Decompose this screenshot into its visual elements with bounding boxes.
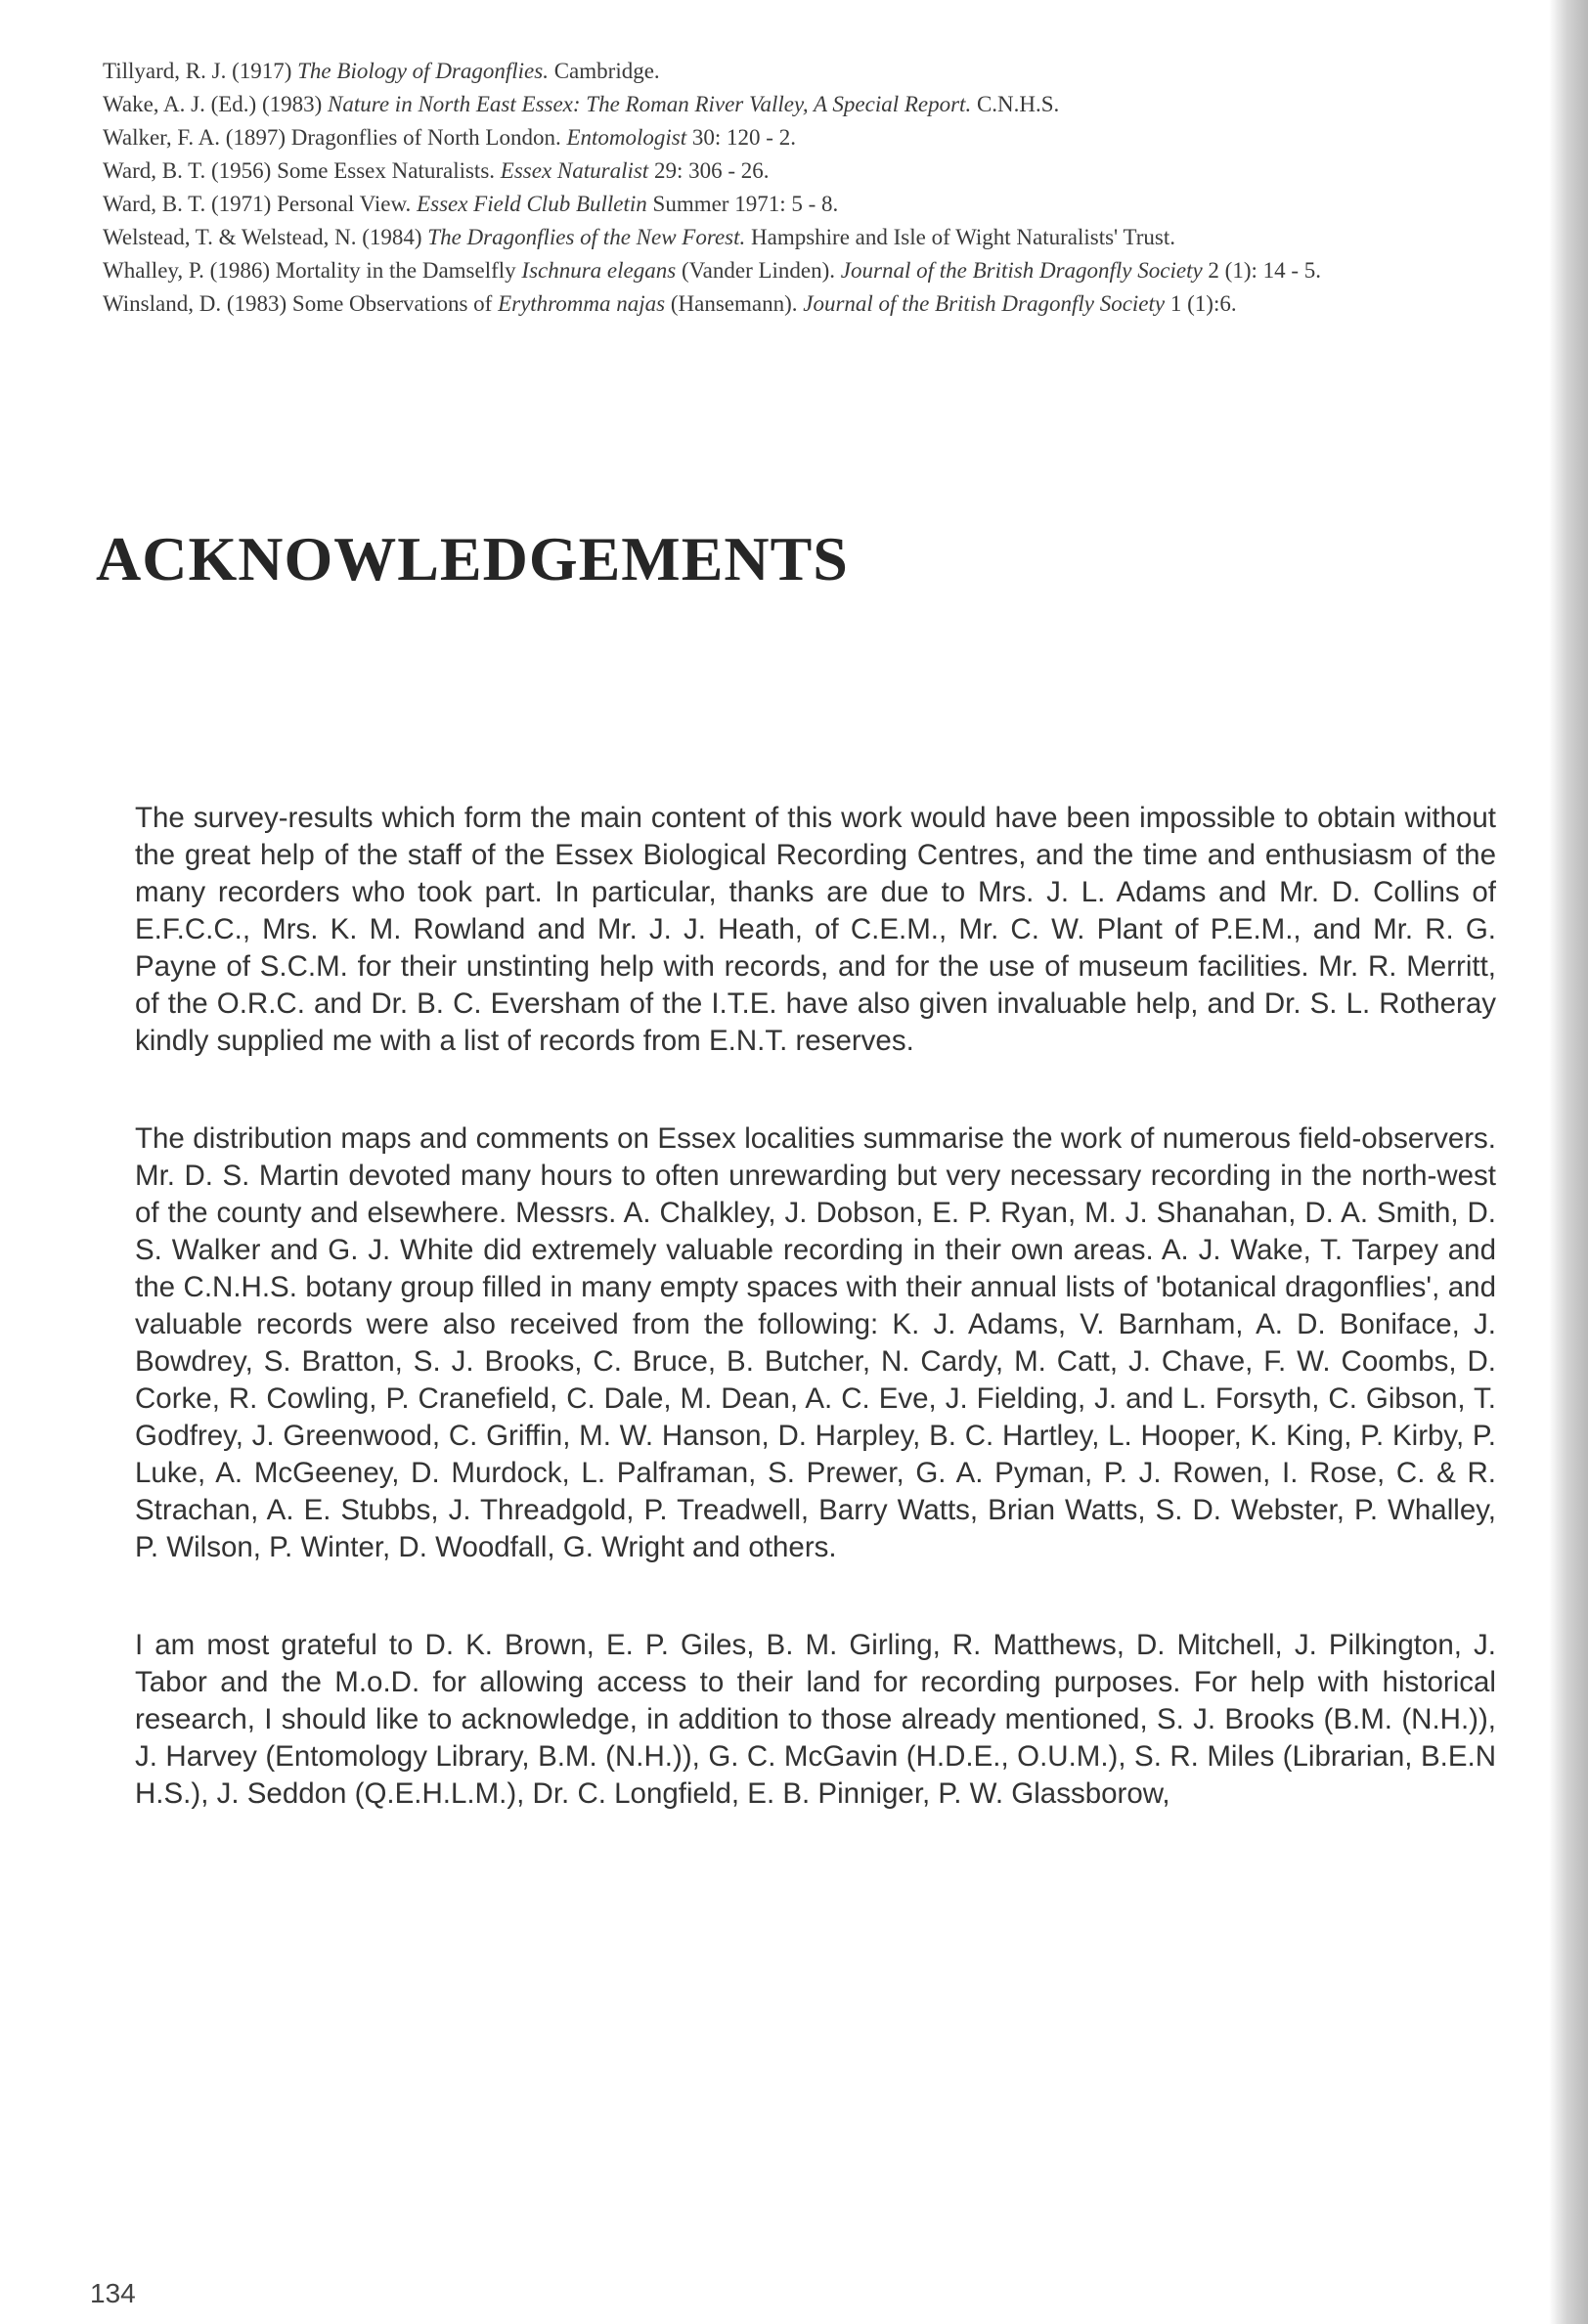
reference-entry: Wake, A. J. (Ed.) (1983) Nature in North East Essex: The Roman River Valley, A Special Report. C.N.H.S. (103, 92, 1060, 116)
paragraph: The distribution maps and comments on Essex localities summarise the work of numerous field-observers. Mr. D. S. Martin devoted many hours to often unrewarding but very necessary recording in the north-west of the county and elsewhere. Messrs. A. Chalkley, J. Dobson, E. P. Ryan, M. J. Shanahan, D. A. Smith, D. S. Walker and G. J. White did extremely valuable recording in their own areas. A. J. Wake, T. Tarpey and the C.N.H.S. botany group filled in many empty spaces with their annual lists of 'botanical dragonflies', and valuable records were also received from the following: K. J. Adams, V. Barnham, A. D. Boniface, J. Bowdrey, S. Bratton, S. J. Brooks, C. Bruce, B. Butcher, N. Cardy, M. Catt, J. Chave, F. W. Coombs, D. Corke, R. Cowling, P. Cranefield, C. Dale, M. Dean, A. C. Eve, J. Fielding, J. and L. Forsyth, C. Gibson, T. Godfrey, J. Greenwood, C. Griffin, M. W. Hanson, D. Harpley, B. C. Hartley, L. Hooper, K. King, P. Kirby, P. Luke, A. McGeeney, D. Murdock, L. Palframan, S. Prewer, G. A. Pyman, P. J. Rowen, I. Rose, C. & R. Strachan, A. E. Stubbs, J. Threadgold, P. Treadwell, Barry Watts, Brian Watts, S. D. Webster, P. Whalley, P. Wilson, P. Winter, D. Woodfall, G. Wright and others. (135, 1122, 1496, 1563)
reference-entry: Tillyard, R. J. (1917) The Biology of Dragonflies. Cambridge. (103, 59, 660, 83)
page-number: 134 (90, 2278, 136, 2308)
paragraph: I am most grateful to D. K. Brown, E. P. Giles, B. M. Girling, R. Matthews, D. Mitchell, J. Pilkington, J. Tabor and the M.o.D. for allowing access to their land for recording purposes. For help with historical research, I should like to acknowledge, in addition to those already mentioned, S. J. Brooks (B.M. (N.H.)), J. Harvey (Entomology Library, B.M. (N.H.)), G. C. McGavin (H.D.E., O.U.M.), S. R. Miles (Librarian, B.E.N H.S.), J. Seddon (Q.E.H.L.M.), Dr. C. Longfield, E. B. Pinniger, P. W. Glassborow, (135, 1629, 1496, 1810)
reference-entry: Ward, B. T. (1956) Some Essex Naturalists. Essex Naturalist 29: 306 - 26. (103, 158, 770, 183)
reference-list (103, 57, 1491, 323)
reference-entry: Winsland, D. (1983) Some Observations of Erythromma najas (Hansemann). Journal of the British Dragonfly Society 1 (1):6. (103, 291, 1237, 316)
reference-entry: Walker, F. A. (1897) Dragonflies of North London. Entomologist 30: 120 - 2. (103, 125, 796, 150)
reference-entry: Ward, B. T. (1971) Personal View. Essex Field Club Bulletin Summer 1971: 5 - 8. (103, 192, 839, 216)
acknowledgements-body (135, 800, 1496, 1873)
reference-entry: Whalley, P. (1986) Mortality in the Damselfly Ischnura elegans (Vander Linden). Journal of the British Dragonfly Society 2 (1): 14 - 5. (103, 258, 1322, 283)
paragraph: The survey-results which form the main content of this work would have been impossible to obtain without the great help of the staff of the Essex Biological Recording Centres, and the time and enthusiasm of the many recorders who took part. In particular, thanks are due to Mrs. J. L. Adams and Mr. D. Collins of E.F.C.C., Mrs. K. M. Rowland and Mr. J. J. Heath, of C.E.M., Mr. C. W. Plant of P.E.M., and Mr. R. G. Payne of S.C.M. for their unstinting help with records, and for the use of museum facilities. Mr. R. Merritt, of the O.R.C. and Dr. B. C. Eversham of the I.T.E. have also given invaluable help, and Dr. S. L. Rotheray kindly supplied me with a list of records from E.N.T. reserves. (135, 802, 1496, 1057)
section-heading: ACKNOWLEDGEMENTS (96, 524, 849, 593)
page-edge-shadow (1549, 0, 1588, 2324)
reference-entry: Welstead, T. & Welstead, N. (1984) The Dragonflies of the New Forest. Hampshire and Isle of Wight Naturalists' Trust. (103, 225, 1176, 249)
